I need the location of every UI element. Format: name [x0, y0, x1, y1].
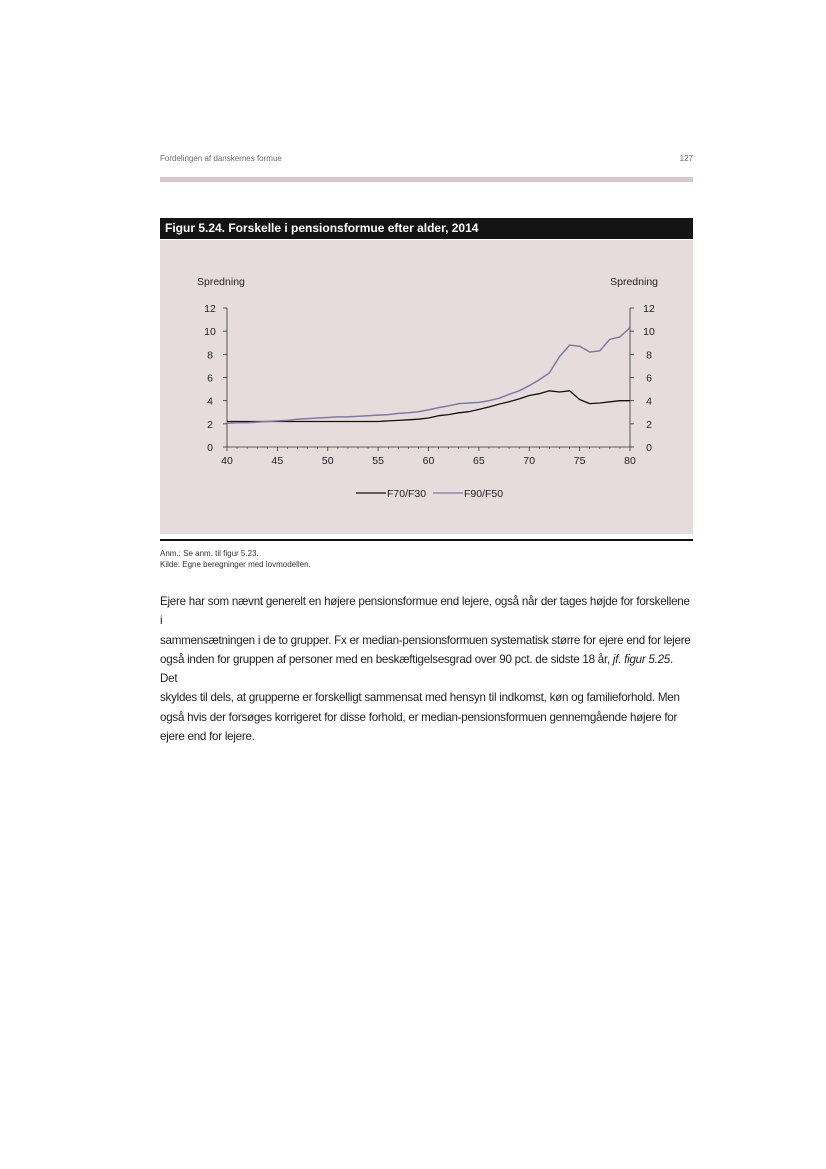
- figure-reference: jf. figur 5.25: [612, 652, 670, 666]
- y-tick-label-left: 0: [207, 442, 213, 454]
- x-tick-label: 40: [221, 455, 233, 467]
- y-tick-label-left: 6: [207, 372, 213, 385]
- figure-note: Anm.: Se anm. til figur 5.23.: [160, 549, 259, 558]
- y-tick-label-left: 12: [204, 303, 216, 315]
- chart-panel: [160, 240, 693, 534]
- line-chart: [160, 240, 693, 534]
- y-axis-title-left: Spredning: [197, 276, 245, 288]
- y-tick-label-right: 12: [643, 303, 655, 315]
- body-paragraph: [160, 592, 693, 746]
- x-tick-label: 75: [573, 455, 586, 467]
- figure-bottom-rule: [160, 539, 693, 541]
- y-tick-label-left: 8: [207, 349, 213, 362]
- legend-label-F90/F50: F90/F50: [464, 488, 504, 500]
- y-tick-label-left: 4: [207, 395, 213, 408]
- legend-label-F70/F30: F70/F30: [387, 488, 427, 500]
- body-line: Ejere har som nævnt generelt en højere pensionsformue end lejere, også når der tages højde for forskellene i: [160, 595, 690, 628]
- body-line-tail: . Det: [160, 652, 673, 686]
- y-tick-label-right: 0: [646, 442, 652, 454]
- page-number: 127: [679, 154, 693, 163]
- y-axis-title-right: Spredning: [610, 276, 658, 288]
- body-line: skyldes til dels, at grupperne er forskelligt sammensat med hensyn til indkomst, køn og familieforhold. Men: [160, 691, 680, 705]
- series-line-F70/F30: [227, 391, 630, 422]
- x-tick-label: 60: [422, 455, 435, 467]
- y-tick-label-right: 6: [646, 372, 652, 385]
- x-tick-label: 45: [271, 455, 284, 467]
- x-tick-label: 50: [321, 455, 334, 467]
- x-tick-label: 70: [523, 455, 536, 467]
- running-head: [160, 154, 693, 163]
- x-tick-label: 65: [473, 455, 485, 467]
- header-rule: [160, 177, 693, 182]
- x-tick-label: 80: [624, 455, 636, 467]
- figure-notes: [160, 548, 311, 570]
- series-line-F90/F50: [227, 328, 630, 424]
- body-line: sammensætningen i de to grupper. Fx er median-pensionsformuen systematisk større for ejere end for lejere: [160, 633, 691, 647]
- figure-title: Figur 5.24. Forskelle i pensionsformue efter alder, 2014: [160, 218, 693, 239]
- y-tick-label-left: 2: [207, 418, 213, 431]
- y-tick-label-right: 10: [643, 326, 655, 339]
- y-tick-label-left: 10: [204, 326, 216, 339]
- body-line: ejere end for lejere.: [160, 730, 255, 744]
- body-line: [160, 650, 693, 689]
- running-title: Fordelingen af danskernes formue: [160, 154, 282, 163]
- body-line: også hvis der forsøges korrigeret for disse forhold, er median-pensionsformuen gennemgående højere for: [160, 710, 678, 724]
- y-tick-label-right: 2: [646, 418, 652, 431]
- y-tick-label-right: 4: [646, 395, 652, 408]
- x-tick-label: 55: [372, 455, 384, 467]
- y-tick-label-right: 8: [646, 349, 652, 362]
- figure-source: Kilde: Egne beregninger med lovmodellen.: [160, 560, 311, 569]
- body-line-text: også inden for gruppen af personer med en beskæftigelsesgrad over 90 pct. de sidste 18 år,: [160, 652, 610, 666]
